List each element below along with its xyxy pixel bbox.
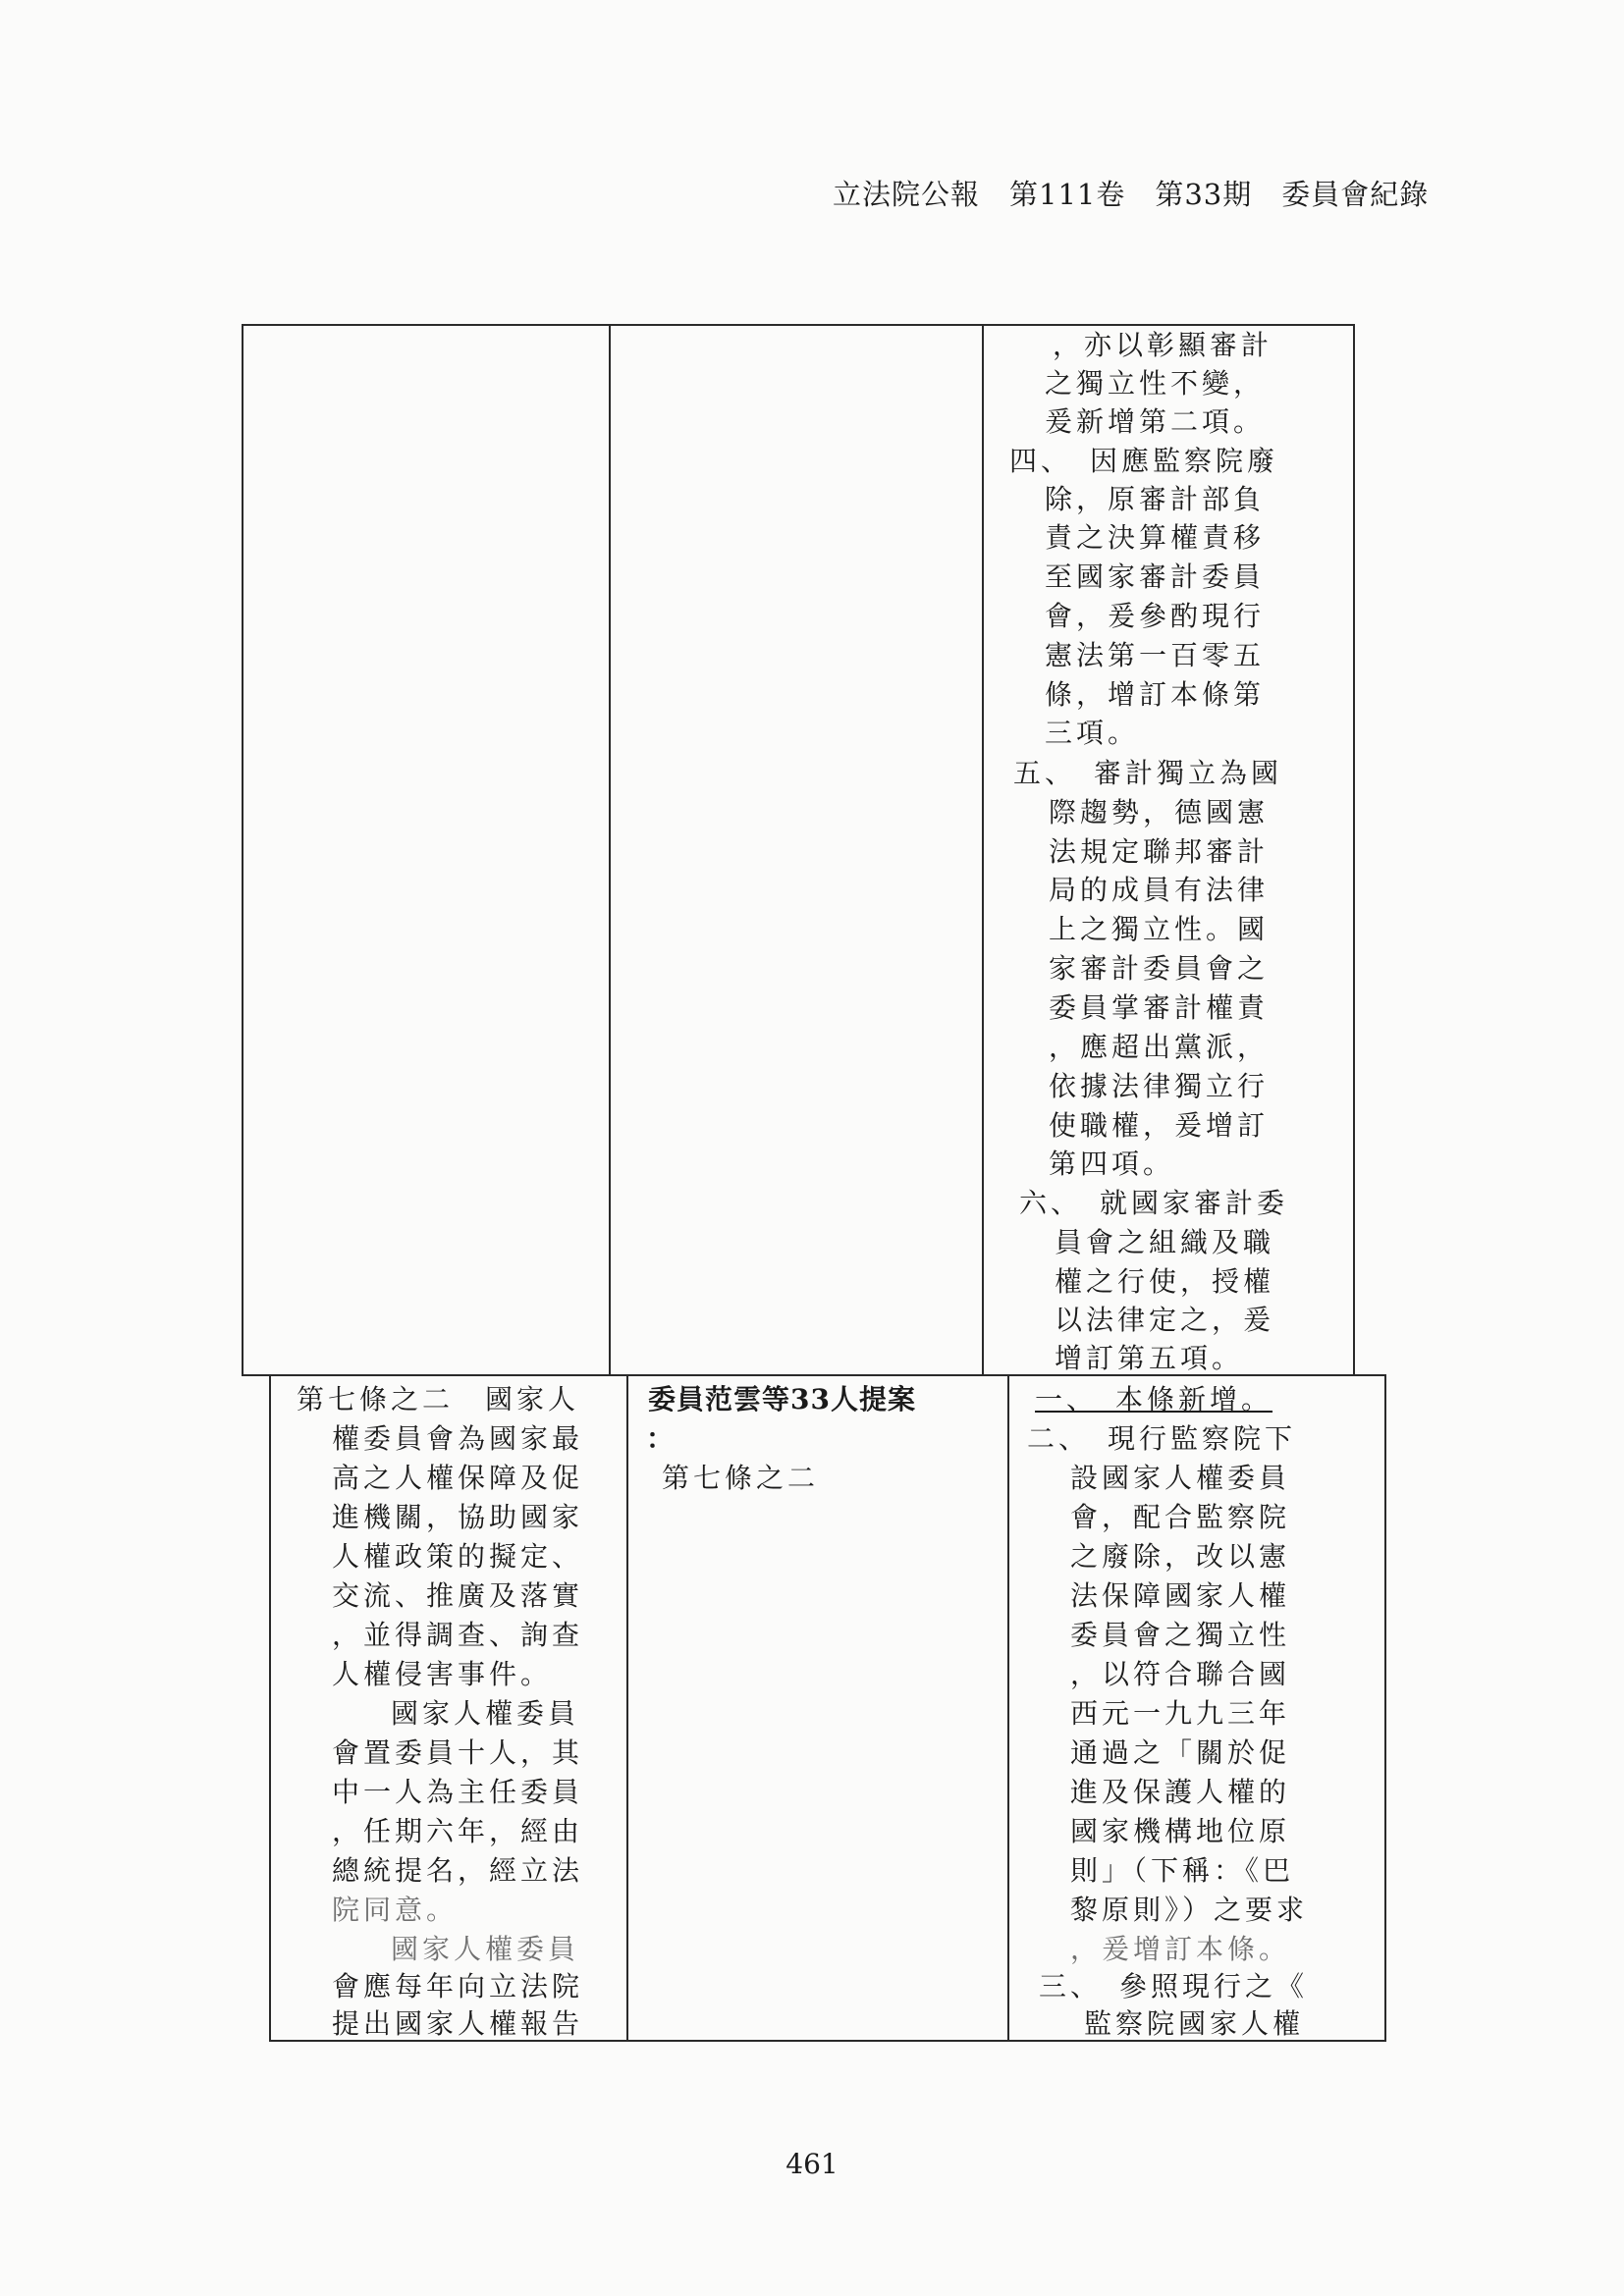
proposal-heading: 委員范雲等33人提案 [648, 1383, 916, 1415]
text-line: 會，爰參酌現行 [1045, 600, 1266, 632]
table-top-col3 [984, 326, 1355, 1374]
text-line: 增訂第五項。 [1055, 1342, 1244, 1374]
text-line: ，並得調查、詢查 [332, 1619, 584, 1651]
text-line: 西元一九九三年 [1070, 1697, 1291, 1730]
text-line: 爰新增第二項。 [1045, 405, 1266, 438]
article-label: 第七條之二 [662, 1462, 820, 1494]
text-line: 法規定聯邦審計 [1049, 835, 1270, 868]
text-line: 監察院國家人權 [1084, 2007, 1305, 2040]
text-line: 第七條之二 國家人 [297, 1383, 580, 1415]
text-line: 上之獨立性。國 [1049, 913, 1270, 945]
text-line: 三項。 [1045, 717, 1140, 749]
text-line: 條，增訂本條第 [1045, 678, 1266, 711]
text-line: 院同意。 [332, 1894, 459, 1926]
table-top-col2 [611, 326, 982, 1374]
table-bottom-col2 [628, 1376, 1007, 2040]
page-header: 立法院公報 第111卷 第33期 委員會紀錄 [833, 178, 1430, 211]
text-line: 依據法律獨立行 [1049, 1070, 1270, 1102]
text-line: 高之人權保障及促 [332, 1462, 584, 1494]
text-line: 會置委員十人，其 [332, 1736, 584, 1769]
text-line: 設國家人權委員 [1070, 1462, 1291, 1494]
text-line: 三、 參照現行之《 [1039, 1970, 1309, 2002]
text-line: 會，配合監察院 [1070, 1501, 1291, 1533]
text-line: 之廢除，改以憲 [1070, 1540, 1291, 1573]
table-bottom-col1 [271, 1376, 626, 2040]
text-line: 人權政策的擬定、 [332, 1540, 584, 1573]
page-number: 461 [785, 2148, 839, 2180]
text-line: 人權侵害事件。 [332, 1658, 553, 1690]
text-line: 委員會之獨立性 [1070, 1619, 1291, 1651]
text-line: 五、 審計獨立為國 [1013, 757, 1283, 789]
text-line: 二、 現行監察院下 [1027, 1422, 1297, 1455]
text-line: 進機關，協助國家 [332, 1501, 584, 1533]
table-bottom [269, 1374, 1386, 2042]
text-line: 通過之「關於促 [1070, 1736, 1291, 1769]
text-line: 則」（下稱：《巴 [1070, 1854, 1295, 1887]
text-line: 際趨勢，德國憲 [1049, 796, 1270, 828]
text-line: 之獨立性不變， [1045, 367, 1266, 400]
text-line: 中一人為主任委員 [332, 1776, 584, 1808]
text-line: 法保障國家人權 [1070, 1579, 1291, 1612]
text-line: 權委員會為國家最 [332, 1422, 584, 1455]
text-line: 六、 就國家審計委 [1019, 1187, 1289, 1219]
text-line: 至國家審計委員 [1045, 561, 1266, 593]
text-line: 員會之組織及職 [1055, 1226, 1275, 1258]
text-line: 交流、推廣及落實 [332, 1579, 584, 1612]
text-line: ，應超出黨派， [1049, 1031, 1270, 1063]
text-line: ，任期六年，經由 [332, 1815, 584, 1847]
table-top [242, 324, 1355, 1376]
text-line: 國家人權委員 [391, 1697, 580, 1730]
text-line: 總統提名，經立法 [332, 1854, 584, 1887]
table-top-col1 [244, 326, 609, 1374]
text-line: 四、 因應監察院廢 [1009, 445, 1279, 477]
text-line: 國家機構地位原 [1070, 1815, 1291, 1847]
text-line: 責之決算權責移 [1045, 521, 1266, 554]
text-line: 提出國家人權報告 [332, 2007, 584, 2040]
text-line: 以法律定之，爰 [1055, 1304, 1275, 1336]
text-line: ，爰增訂本條。 [1070, 1933, 1291, 1965]
table-bottom-col3 [1009, 1376, 1386, 2040]
text-line: 會應每年向立法院 [332, 1970, 584, 2002]
text-line: 委員掌審計權責 [1049, 991, 1270, 1024]
text-line: ，以符合聯合國 [1070, 1658, 1291, 1690]
text-line: ，亦以彰顯審計 [1053, 329, 1273, 361]
text-line: 局的成員有法律 [1049, 874, 1270, 906]
text-line: 家審計委員會之 [1049, 952, 1270, 985]
text-line: 第四項。 [1049, 1148, 1175, 1180]
text-line: 國家人權委員 [391, 1933, 580, 1965]
text-line: 進及保護人權的 [1070, 1776, 1291, 1808]
text-line: 使職權，爰增訂 [1049, 1109, 1270, 1142]
proposal-colon: ： [646, 1422, 676, 1455]
text-line: 除，原審計部負 [1045, 483, 1266, 515]
text-line: 一、 本條新增。 [1035, 1383, 1273, 1415]
text-line: 黎原則》）之要求 [1070, 1894, 1309, 1926]
text-line: 權之行使，授權 [1055, 1265, 1275, 1298]
text-line: 憲法第一百零五 [1045, 639, 1266, 671]
